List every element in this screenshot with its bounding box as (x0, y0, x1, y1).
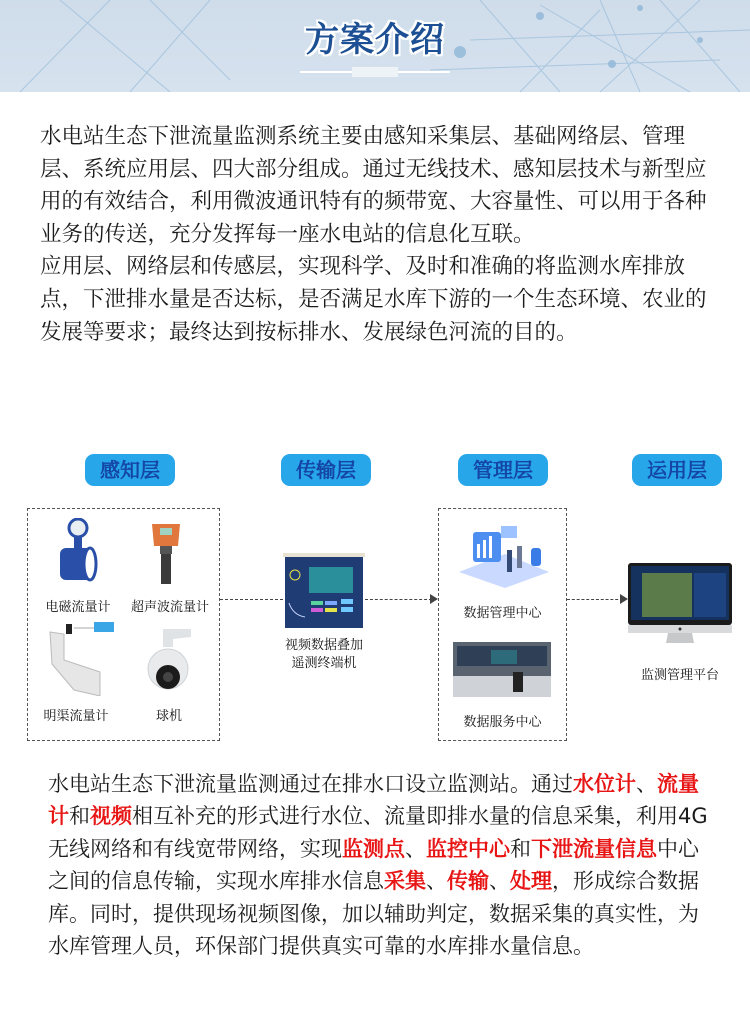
management-label-service-center: 数据服务中心 (463, 715, 542, 730)
transmission-device-label (274, 637, 374, 673)
summary-segment: ，形成综合数据库。同时，提供现场视频图像，加以辅助判定，数据采集的真实性，为水库管理人员，环保部门提供真实可靠的水库排水量信息。 (48, 869, 699, 959)
monitoring-platform-monitor-icon (628, 563, 732, 647)
layer-badge-application: 运用层 (632, 454, 722, 486)
highlight-term: 监控中心 (426, 836, 510, 861)
telemetry-terminal-icon (283, 553, 365, 630)
transmission-label-line-1: 视频数据叠加 (284, 638, 363, 653)
summary-segment: 、 (636, 772, 657, 796)
connector-sensing-to-transmission (220, 599, 283, 600)
layer-badge-sensing: 感知层 (85, 454, 175, 486)
title-underline-pill (352, 67, 398, 77)
summary-segment: 、 (489, 869, 510, 894)
highlight-term: 流量计 (48, 772, 699, 829)
highlight-term: 监测点 (342, 836, 405, 861)
intro-text (40, 121, 720, 349)
layer-badge-management: 管理层 (458, 454, 548, 486)
transmission-label-line-2: 遥测终端机 (291, 656, 357, 671)
data-service-center-photo-icon (453, 642, 551, 697)
summary-segment: 相互补充的形式进行水位、流量即排水量的信息采集，利用4G无线网络和有线宽带网络，实现 (48, 804, 708, 861)
arrow-head-icon (430, 594, 438, 604)
data-management-illustration-icon (455, 522, 553, 588)
summary-segment: 中心之间的信息传输，实现水库排水信息 (48, 836, 699, 894)
device-label-open-channel: 明渠流量计 (43, 709, 109, 724)
arrow-head-icon (620, 594, 628, 604)
dome-camera-icon (143, 625, 193, 695)
device-label-ultrasonic: 超声波流量计 (130, 600, 209, 615)
ultrasonic-flowmeter-icon (148, 518, 184, 588)
management-label-data-center: 数据管理中心 (463, 606, 542, 621)
summary-text (48, 768, 712, 962)
connector-transmission-to-management (365, 599, 432, 600)
device-label-dome-camera: 球机 (155, 709, 182, 724)
connector-management-to-application (567, 599, 623, 600)
highlight-term: 传输 (447, 869, 489, 894)
application-label: 监测管理平台 (640, 668, 719, 683)
summary-segment: 、 (426, 869, 447, 894)
highlight-term: 下泄流量信息 (531, 836, 657, 861)
highlight-term: 处理 (510, 869, 552, 894)
summary-segment: 和 (69, 804, 90, 829)
summary-segment: 水电站生态下泄流量监测通过在排水口设立监测站。通过 (48, 772, 573, 796)
header-banner (0, 0, 750, 92)
intro-paragraph-1: 水电站生态下泄流量监测系统主要由感知采集层、基础网络层、管理层、系统应用层、四大部分组成。通过无线技术、感知层技术与新型应用的有效结合，利用微波通讯特有的频带宽、大容量性、可以用于各种业务的传送，充分发挥每一座水电站的信息化互联。 (40, 124, 707, 247)
summary-segment: 和 (510, 836, 531, 861)
open-channel-flowmeter-icon (44, 620, 116, 696)
page-title: 方案介绍 (305, 20, 445, 60)
electromagnetic-flowmeter-icon (52, 518, 100, 588)
highlight-term: 视频 (90, 804, 132, 829)
highlight-term: 水位计 (573, 772, 636, 796)
summary-segment: 、 (405, 836, 426, 861)
device-label-electromagnetic: 电磁流量计 (45, 600, 111, 615)
highlight-term: 采集 (384, 869, 426, 894)
layer-badge-transmission: 传输层 (281, 454, 371, 486)
intro-paragraph-2: 应用层、网络层和传感层，实现科学、及时和准确的将监测水库排放点，下泄排水量是否达标，是否满足水库下游的一个生态环境、农业的发展等要求；最终达到按标排水、发展绿色河流的目的。 (40, 254, 707, 345)
